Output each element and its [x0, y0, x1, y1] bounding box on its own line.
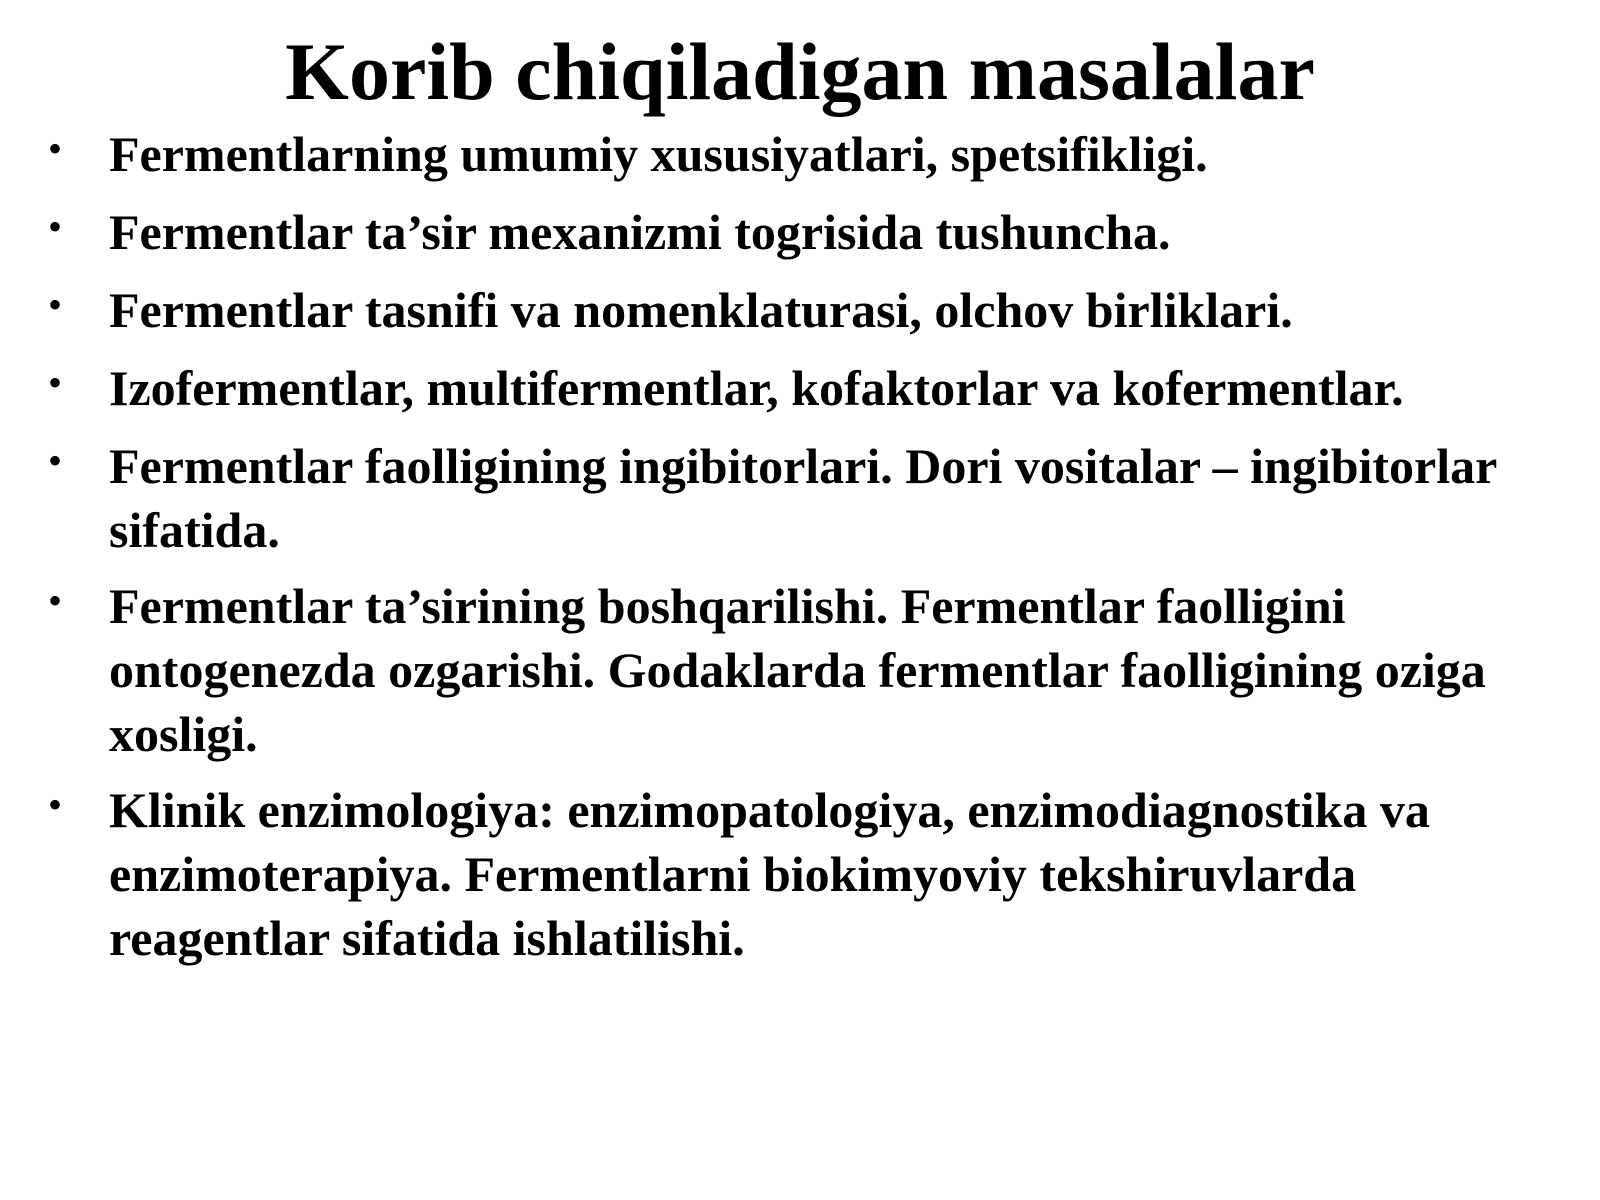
slide-title: Korib chiqiladigan masalalar	[285, 26, 1315, 117]
list-item-text: Fermentlar ta’sir mexanizmi togrisida tushuncha.	[109, 204, 1171, 260]
list-item-text: Fermentlar tasnifi va nomenklaturasi, olchov birliklari.	[109, 282, 1293, 338]
list-item-text: Fermentlarning umumiy xususiyatlari, spetsifikligi.	[109, 126, 1208, 182]
list-item-text: Klinik enzimologiya: enzimopatologiya, enzimodiagnostika va enzimoterapiya. Fermentlarni biokimyoviy tekshiruvlarda reagentlar sifatida ishlatilishi.	[109, 782, 1430, 966]
list-item	[0, 434, 1560, 562]
bullet-icon: •	[48, 204, 63, 249]
bullet-icon: •	[48, 126, 63, 171]
bullet-icon: •	[48, 360, 63, 405]
list-item-text: Fermentlar faolligining ingibitorlari. Dori vositalar – ingibitorlar sifatida.	[109, 438, 1497, 558]
bullet-icon: •	[48, 282, 63, 327]
list-item	[0, 778, 1560, 970]
list-item	[0, 574, 1560, 766]
list-item	[0, 122, 1560, 186]
list-item	[0, 200, 1560, 264]
bullet-list	[0, 122, 1560, 982]
list-item	[0, 278, 1560, 342]
bullet-icon: •	[48, 782, 63, 827]
list-item-text: Izofermentlar, multifermentlar, kofaktorlar va kofermentlar.	[109, 360, 1404, 416]
bullet-icon: •	[48, 578, 63, 623]
bullet-icon: •	[48, 438, 63, 483]
list-item	[0, 356, 1560, 420]
list-item-text: Fermentlar ta’sirining boshqarilishi. Fermentlar faolligini ontogenezda ozgarishi. Godaklarda fermentlar faolligining oziga xosligi.	[109, 578, 1486, 762]
